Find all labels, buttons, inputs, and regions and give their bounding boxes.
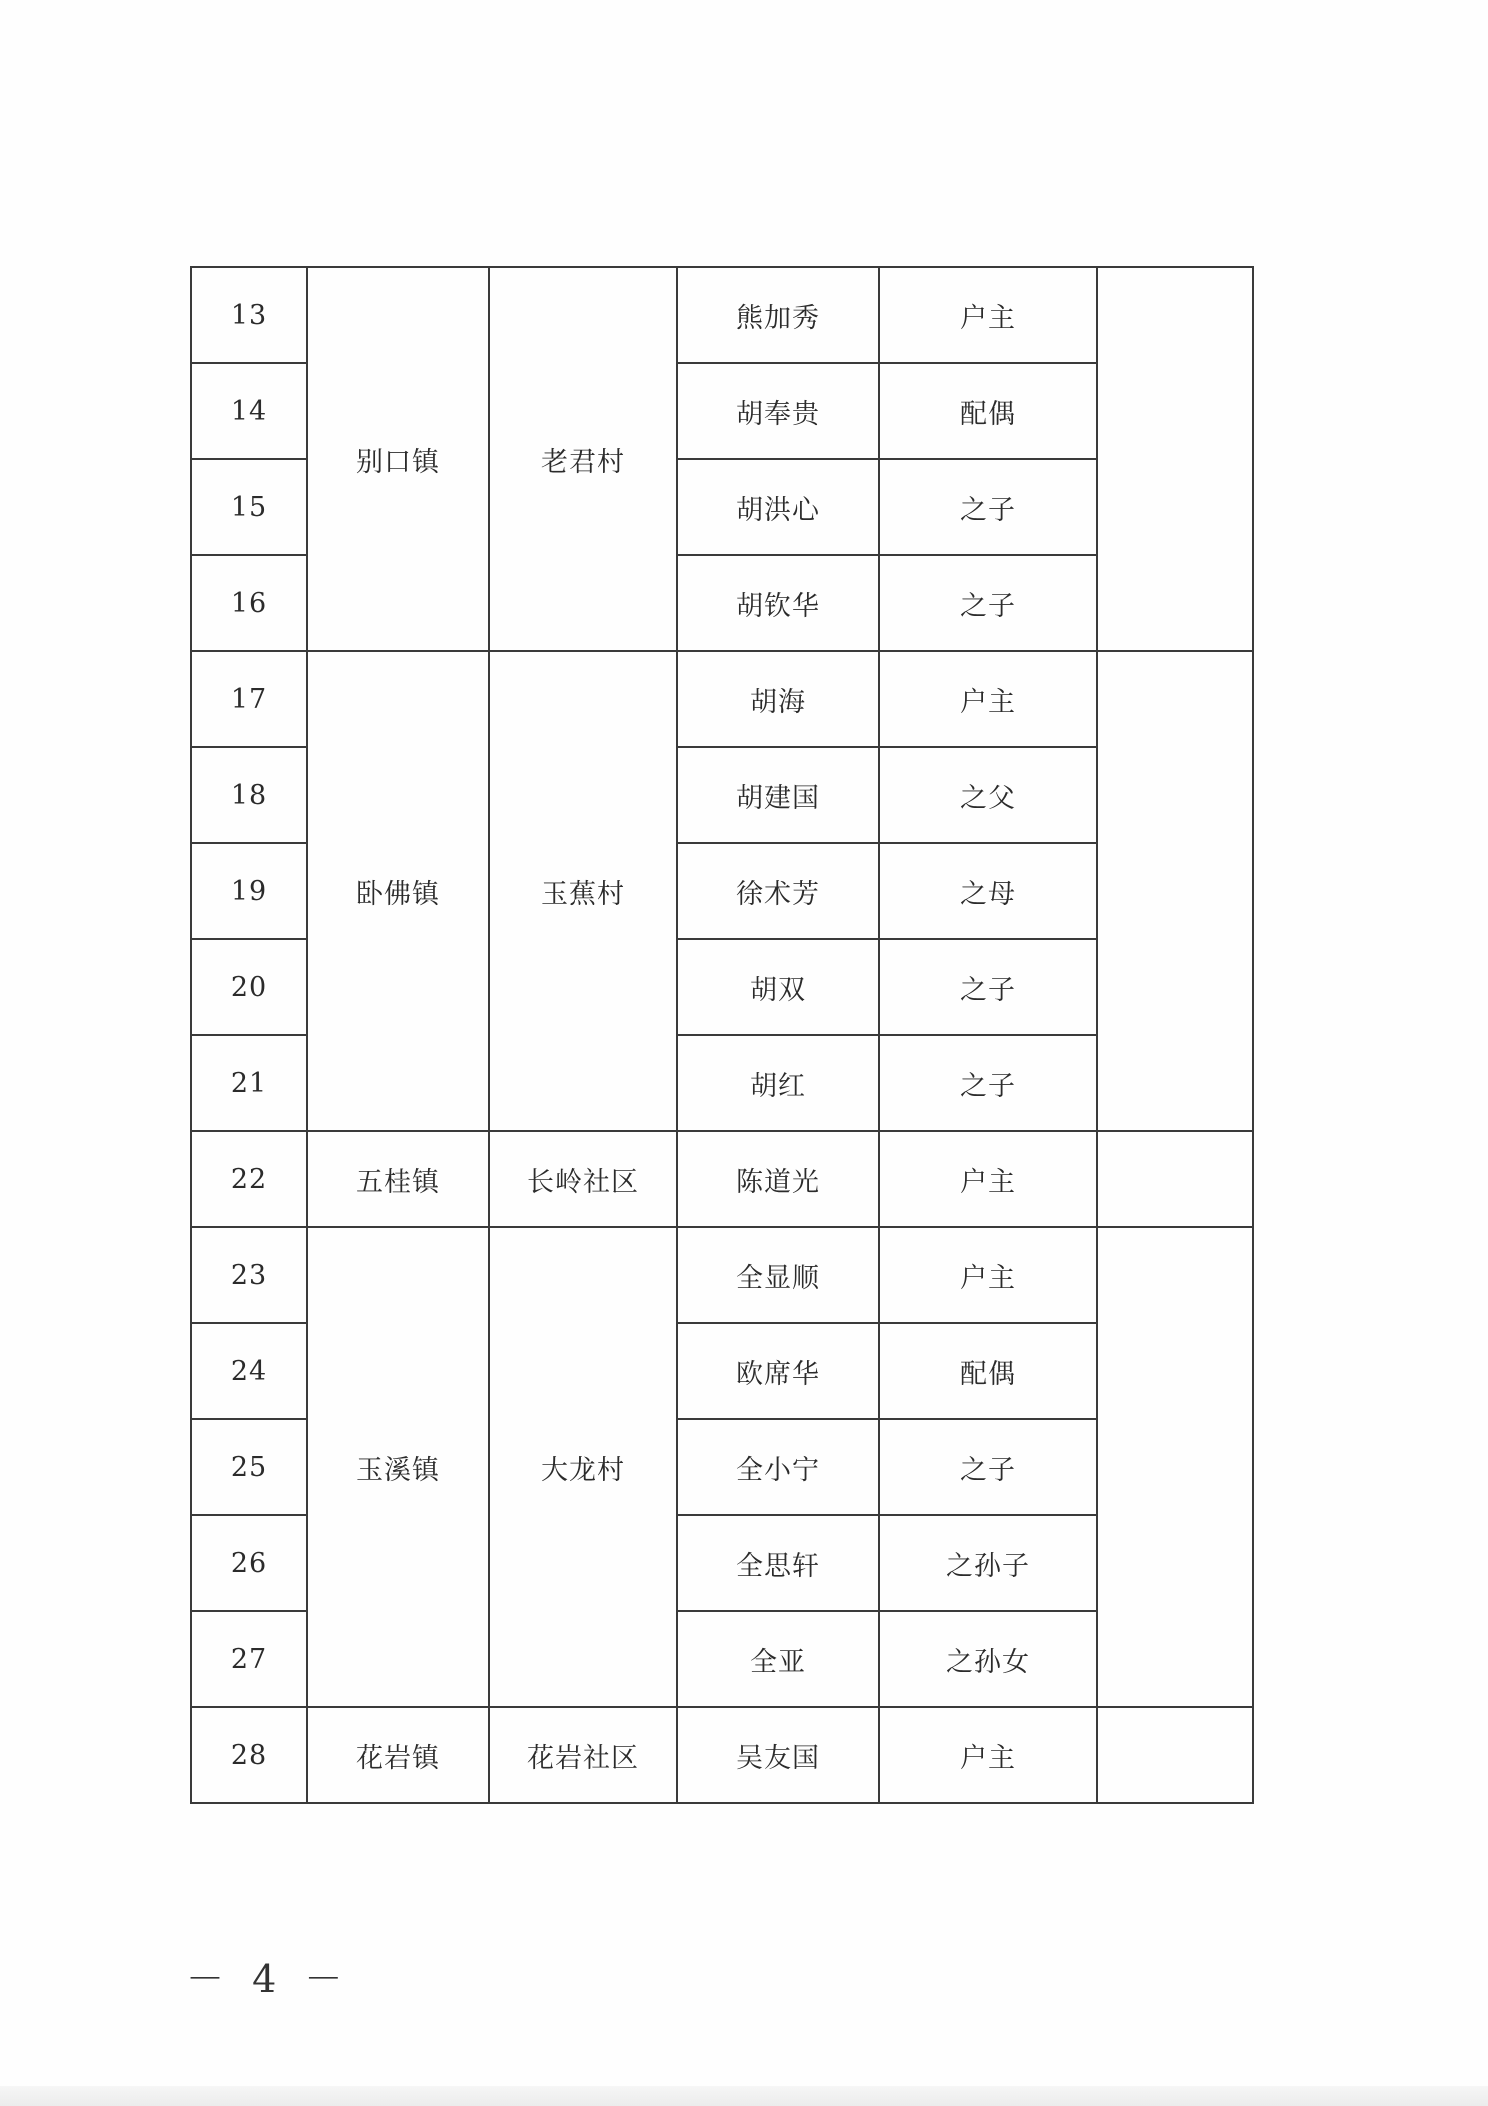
- relation-cell: 之子: [879, 1419, 1097, 1515]
- relation-cell: 之子: [879, 1035, 1097, 1131]
- row-number-cell: 17: [191, 651, 307, 747]
- town-cell: 五桂镇: [307, 1131, 489, 1227]
- row-number-cell: 25: [191, 1419, 307, 1515]
- note-cell: [1097, 651, 1253, 1131]
- town-cell: 花岩镇: [307, 1707, 489, 1803]
- village-cell: 老君村: [489, 267, 677, 651]
- relation-cell: 配偶: [879, 363, 1097, 459]
- village-cell: 花岩社区: [489, 1707, 677, 1803]
- row-number-cell: 13: [191, 267, 307, 363]
- relation-cell: 之子: [879, 555, 1097, 651]
- table-row: [191, 1707, 1253, 1803]
- name-cell: 吴友国: [677, 1707, 879, 1803]
- name-cell: 胡建国: [677, 747, 879, 843]
- village-cell: 玉蕉村: [489, 651, 677, 1131]
- town-cell: 卧佛镇: [307, 651, 489, 1131]
- row-number-cell: 22: [191, 1131, 307, 1227]
- name-cell: 陈道光: [677, 1131, 879, 1227]
- note-cell: [1097, 267, 1253, 651]
- table-row: [191, 1227, 1253, 1323]
- relation-cell: 户主: [879, 1131, 1097, 1227]
- row-number-cell: 15: [191, 459, 307, 555]
- name-cell: 胡洪心: [677, 459, 879, 555]
- name-cell: 全亚: [677, 1611, 879, 1707]
- row-number-cell: 20: [191, 939, 307, 1035]
- row-number-cell: 28: [191, 1707, 307, 1803]
- name-cell: 全思轩: [677, 1515, 879, 1611]
- relation-cell: 户主: [879, 1707, 1097, 1803]
- relation-cell: 之父: [879, 747, 1097, 843]
- relation-cell: 之母: [879, 843, 1097, 939]
- row-number-cell: 24: [191, 1323, 307, 1419]
- name-cell: 胡奉贵: [677, 363, 879, 459]
- relation-cell: 配偶: [879, 1323, 1097, 1419]
- relation-cell: 之孙子: [879, 1515, 1097, 1611]
- name-cell: 胡红: [677, 1035, 879, 1131]
- note-cell: [1097, 1707, 1253, 1803]
- relation-cell: 户主: [879, 651, 1097, 747]
- relation-cell: 户主: [879, 1227, 1097, 1323]
- name-cell: 胡双: [677, 939, 879, 1035]
- name-cell: 徐术芳: [677, 843, 879, 939]
- row-number-cell: 14: [191, 363, 307, 459]
- relation-cell: 之子: [879, 939, 1097, 1035]
- relation-cell: 户主: [879, 267, 1097, 363]
- row-number-cell: 26: [191, 1515, 307, 1611]
- table-row: [191, 267, 1253, 363]
- row-number-cell: 27: [191, 1611, 307, 1707]
- page-number: － 4 －: [186, 1957, 351, 2001]
- household-roster-table: [190, 266, 1254, 1804]
- row-number-cell: 21: [191, 1035, 307, 1131]
- row-number-cell: 19: [191, 843, 307, 939]
- relation-cell: 之孙女: [879, 1611, 1097, 1707]
- name-cell: 胡海: [677, 651, 879, 747]
- row-number-cell: 23: [191, 1227, 307, 1323]
- village-cell: 大龙村: [489, 1227, 677, 1707]
- table-row: [191, 651, 1253, 747]
- name-cell: 全显顺: [677, 1227, 879, 1323]
- name-cell: 熊加秀: [677, 267, 879, 363]
- name-cell: 胡钦华: [677, 555, 879, 651]
- note-cell: [1097, 1227, 1253, 1707]
- town-cell: 别口镇: [307, 267, 489, 651]
- village-cell: 长岭社区: [489, 1131, 677, 1227]
- name-cell: 全小宁: [677, 1419, 879, 1515]
- note-cell: [1097, 1131, 1253, 1227]
- town-cell: 玉溪镇: [307, 1227, 489, 1707]
- scan-bottom-edge: [0, 2086, 1488, 2106]
- row-number-cell: 16: [191, 555, 307, 651]
- relation-cell: 之子: [879, 459, 1097, 555]
- table-row: [191, 1131, 1253, 1227]
- name-cell: 欧席华: [677, 1323, 879, 1419]
- row-number-cell: 18: [191, 747, 307, 843]
